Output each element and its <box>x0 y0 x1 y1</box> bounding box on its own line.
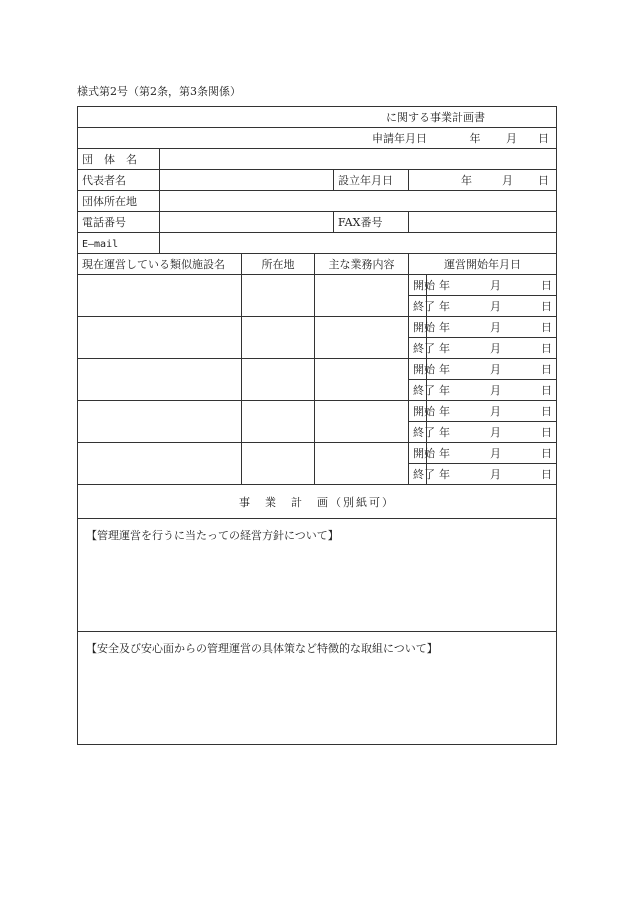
year-unit: 年 <box>439 342 450 355</box>
facility-business-cell[interactable] <box>315 443 409 485</box>
day-unit: 日 <box>541 342 552 355</box>
day-unit: 日 <box>541 279 552 292</box>
application-date-row <box>78 128 557 149</box>
established-date-label: 設立年月日 <box>338 174 393 187</box>
month-unit: 月 <box>490 300 501 313</box>
start-label: 開始 <box>409 401 427 422</box>
month-unit: 月 <box>490 405 501 418</box>
address-row <box>78 191 557 212</box>
end-label: 終了 <box>409 338 427 359</box>
facilities-header-row <box>78 254 557 275</box>
facility-row <box>78 443 557 464</box>
day-unit: 日 <box>541 300 552 313</box>
facility-business-cell[interactable] <box>315 275 409 317</box>
representative-name-label: 代表者名 <box>82 174 126 187</box>
day-unit: 日 <box>541 447 552 460</box>
start-label: 開始 <box>409 317 427 338</box>
end-date-field[interactable] <box>427 296 557 317</box>
month-unit: 月 <box>490 468 501 481</box>
end-date-field[interactable] <box>427 464 557 485</box>
phone-row <box>78 212 557 233</box>
business-plan-note: （別紙可） <box>330 495 395 509</box>
year-unit: 年 <box>439 447 450 460</box>
day-unit: 日 <box>541 384 552 397</box>
organization-name-label: 団 体 名 <box>82 153 137 166</box>
facility-location-cell[interactable] <box>242 317 315 359</box>
facility-business-header: 主な業務内容 <box>315 254 409 275</box>
established-year: 年 <box>461 174 472 187</box>
year-unit: 年 <box>439 363 450 376</box>
facility-name-cell[interactable] <box>78 401 242 443</box>
address-label: 団体所在地 <box>82 195 137 208</box>
end-label: 終了 <box>409 422 427 443</box>
facility-name-cell[interactable] <box>78 443 242 485</box>
start-label: 開始 <box>409 275 427 296</box>
start-date-field[interactable] <box>427 359 557 380</box>
facility-business-cell[interactable] <box>315 359 409 401</box>
safety-measures-row <box>78 632 557 745</box>
facility-location-cell[interactable] <box>242 401 315 443</box>
end-date-field[interactable] <box>427 380 557 401</box>
month-unit: 月 <box>490 342 501 355</box>
management-policy-field[interactable] <box>78 519 557 632</box>
facility-location-cell[interactable] <box>242 275 315 317</box>
phone-label: 電話番号 <box>82 216 126 229</box>
start-date-field[interactable] <box>427 275 557 296</box>
management-policy-heading: 【管理運営を行うに当たっての経営方針について】 <box>86 529 339 542</box>
month-unit: 月 <box>490 363 501 376</box>
month-unit: 月 <box>490 426 501 439</box>
start-date-field[interactable] <box>427 401 557 422</box>
fax-label: FAX番号 <box>338 216 383 229</box>
end-label: 終了 <box>409 296 427 317</box>
management-policy-row <box>78 519 557 632</box>
facility-location-header: 所在地 <box>242 254 315 275</box>
application-month: 月 <box>505 132 517 145</box>
organization-row <box>78 149 557 170</box>
title-row <box>78 107 557 128</box>
email-label: E―mail <box>82 238 119 250</box>
start-label: 開始 <box>409 443 427 464</box>
application-day: 日 <box>538 132 549 145</box>
email-row <box>78 233 557 254</box>
facility-name-cell[interactable] <box>78 275 242 317</box>
start-date-field[interactable] <box>427 317 557 338</box>
facility-start-date-header: 運営開始年月日 <box>409 254 557 275</box>
month-unit: 月 <box>490 279 501 292</box>
facility-business-cell[interactable] <box>315 401 409 443</box>
representative-row <box>78 170 557 191</box>
form-number: 様式第2号（第2条，第3条関係） <box>77 85 241 98</box>
facility-row <box>78 359 557 380</box>
facility-name-header: 現在運営している類似施設名 <box>78 254 242 275</box>
email-field[interactable] <box>160 233 557 254</box>
year-unit: 年 <box>439 321 450 334</box>
safety-measures-field[interactable] <box>78 632 557 745</box>
established-day: 日 <box>538 174 549 187</box>
year-unit: 年 <box>439 384 450 397</box>
facility-location-cell[interactable] <box>242 443 315 485</box>
year-unit: 年 <box>439 405 450 418</box>
facility-row <box>78 275 557 296</box>
established-date-field[interactable] <box>409 170 557 191</box>
facility-name-cell[interactable] <box>78 317 242 359</box>
end-date-field[interactable] <box>427 422 557 443</box>
end-label: 終了 <box>409 380 427 401</box>
facility-name-cell[interactable] <box>78 359 242 401</box>
form-title: に関する事業計画書 <box>386 111 485 124</box>
facility-location-cell[interactable] <box>242 359 315 401</box>
start-date-field[interactable] <box>427 443 557 464</box>
end-label: 終了 <box>409 464 427 485</box>
day-unit: 日 <box>541 468 552 481</box>
month-unit: 月 <box>490 447 501 460</box>
address-field[interactable] <box>160 191 557 212</box>
end-date-field[interactable] <box>427 338 557 359</box>
day-unit: 日 <box>541 426 552 439</box>
fax-field[interactable] <box>409 212 557 233</box>
representative-name-field[interactable] <box>160 170 334 191</box>
day-unit: 日 <box>541 363 552 376</box>
application-date-label: 申請年月日 <box>372 132 427 145</box>
year-unit: 年 <box>439 468 450 481</box>
year-unit: 年 <box>439 426 450 439</box>
month-unit: 月 <box>490 384 501 397</box>
day-unit: 日 <box>541 405 552 418</box>
phone-field[interactable] <box>160 212 334 233</box>
application-year: 年 <box>469 132 481 145</box>
day-unit: 日 <box>541 321 552 334</box>
facility-row <box>78 317 557 338</box>
facility-row <box>78 401 557 422</box>
facility-business-cell[interactable] <box>315 317 409 359</box>
business-plan-title: 事 業 計 画 <box>239 495 330 509</box>
safety-measures-heading: 【安全及び安心面からの管理運営の具体策など特徴的な取組について】 <box>86 642 438 655</box>
year-unit: 年 <box>439 300 450 313</box>
established-month: 月 <box>502 174 513 187</box>
business-plan-form <box>77 106 557 745</box>
organization-name-field[interactable] <box>160 149 557 170</box>
business-plan-title-row <box>78 485 557 519</box>
start-label: 開始 <box>409 359 427 380</box>
month-unit: 月 <box>490 321 501 334</box>
year-unit: 年 <box>439 279 450 292</box>
